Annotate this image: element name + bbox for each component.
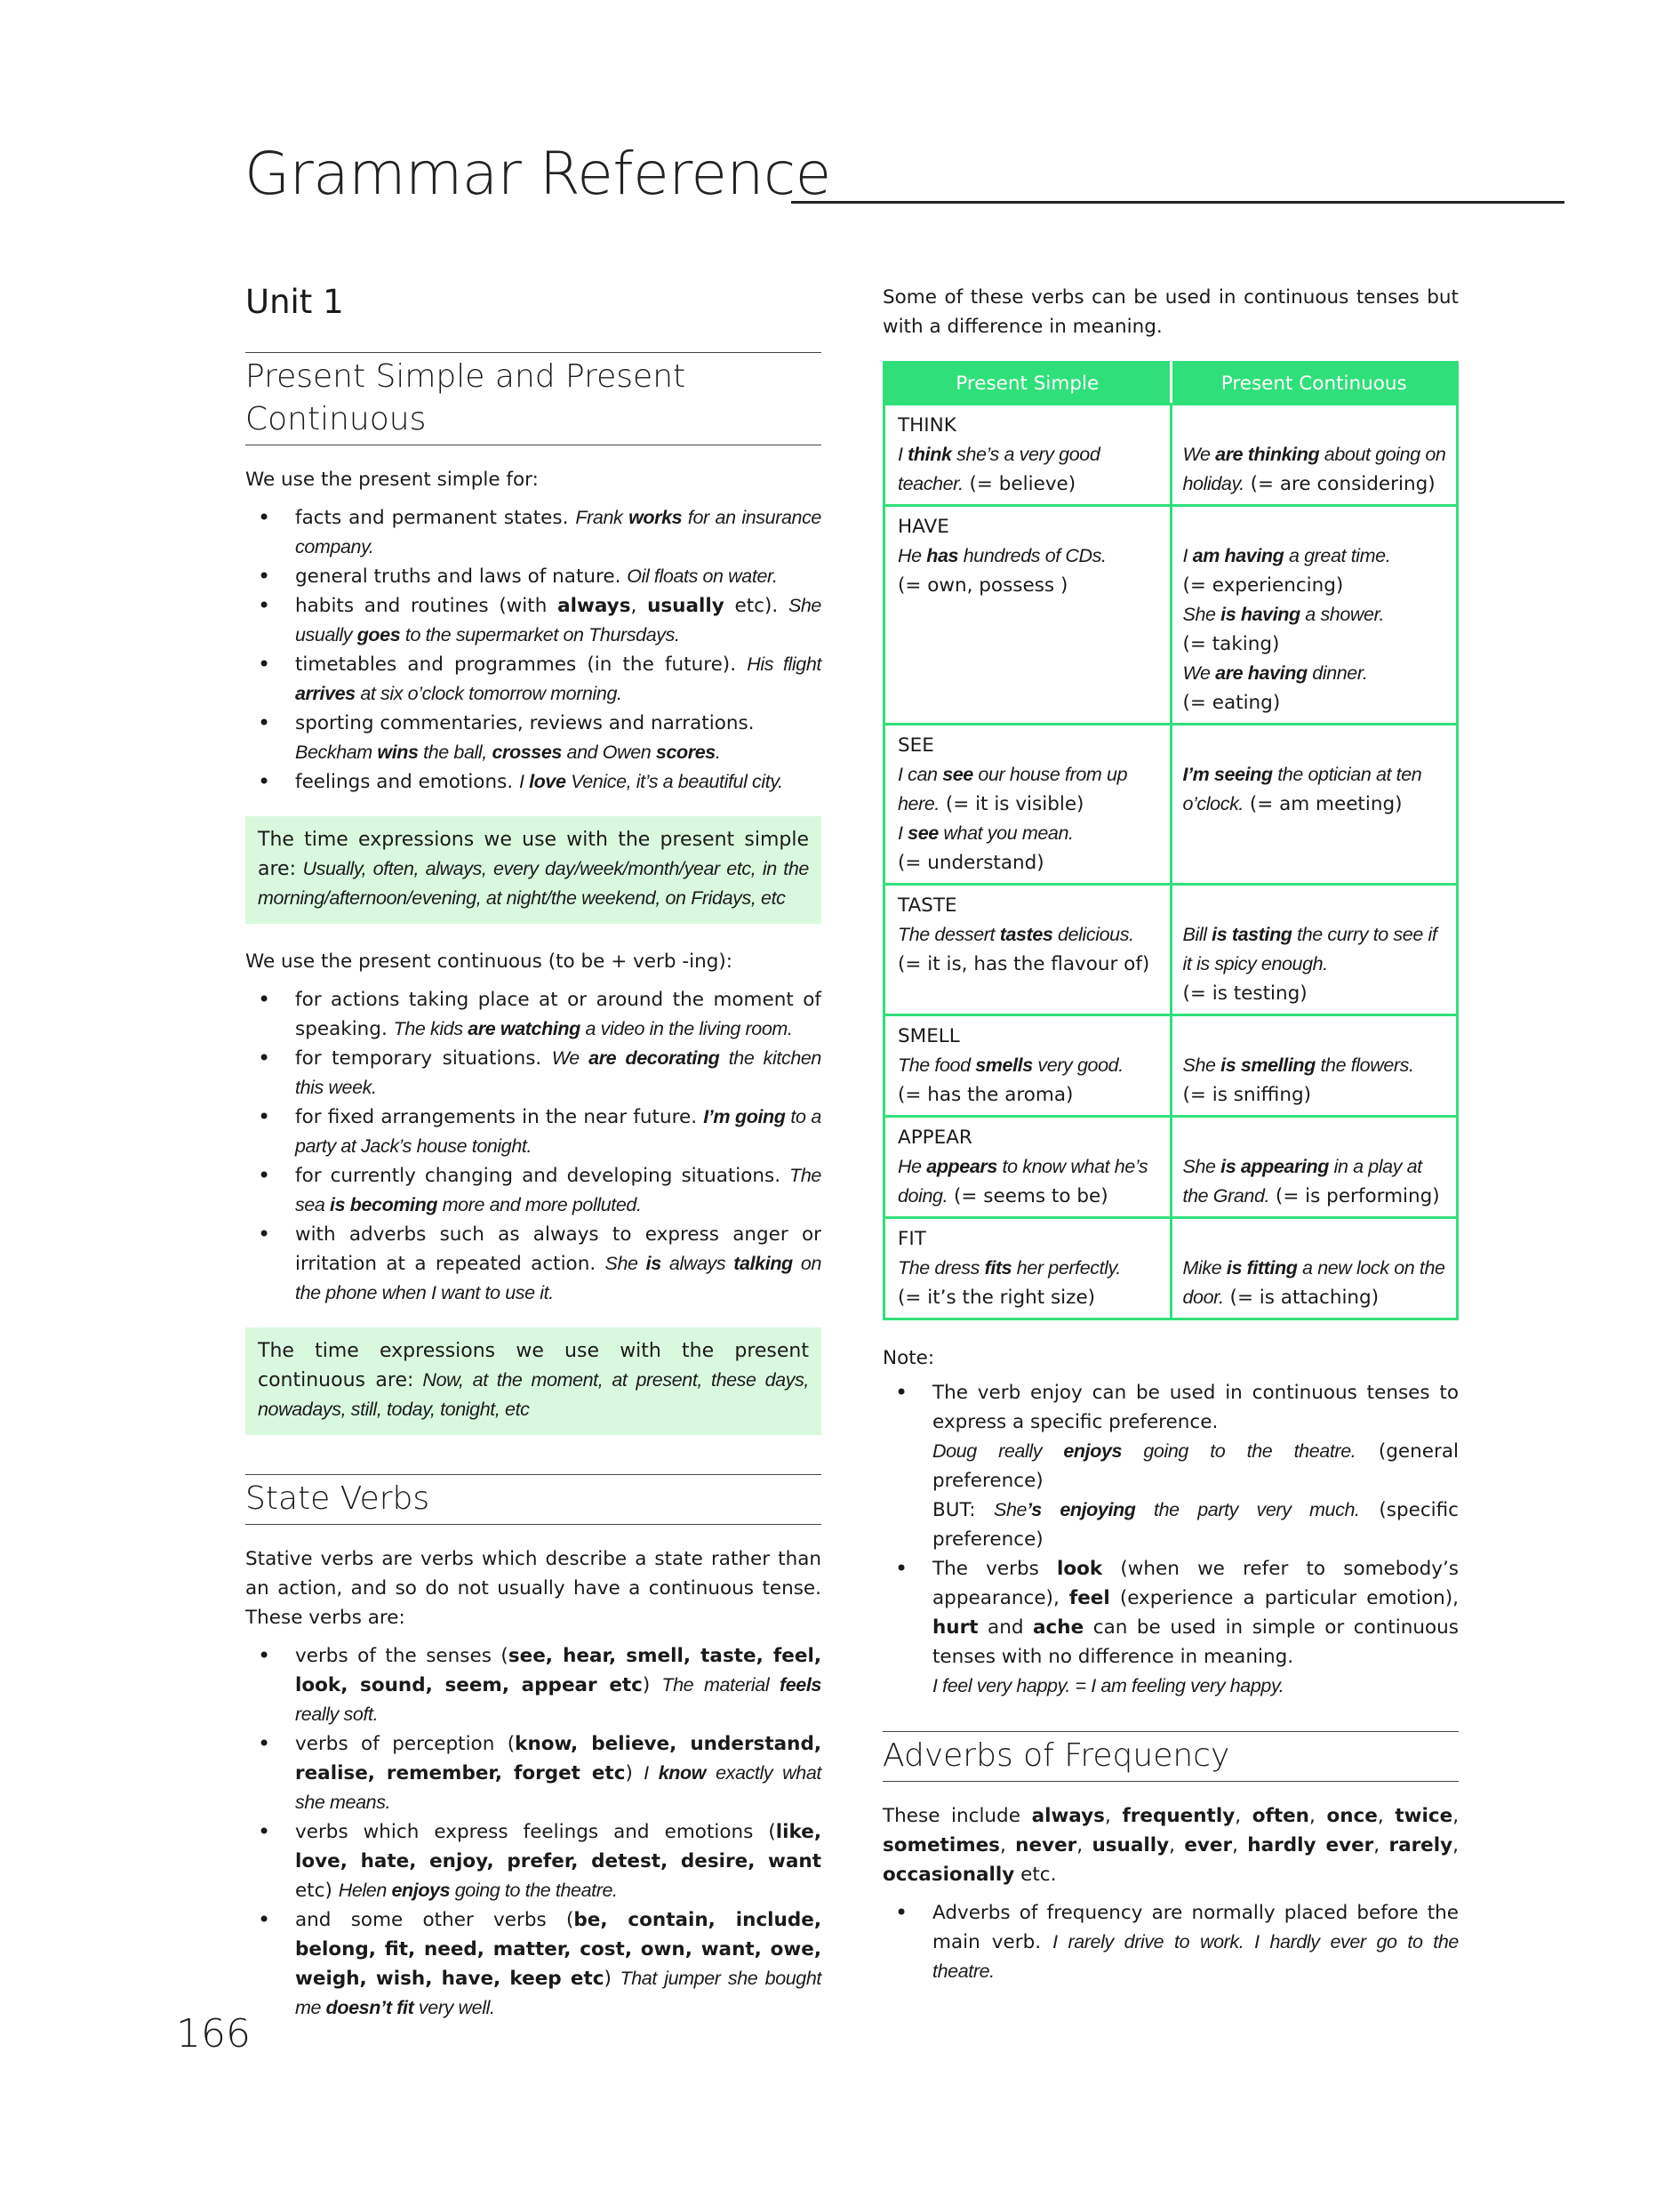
list-item: • The verb enjoy can be used in continuous tenses to express a specific preference. Doug really enjoys going to the theatre. (general preference) BUT: She’s enjoying the party very much. (specific preference) [883, 1378, 1459, 1554]
unit-heading: Unit 1 [245, 283, 344, 321]
verb-meaning-table [883, 361, 1459, 1320]
verbs-difference-intro: Some of these verbs can be used in continuous tenses but with a difference in meaning. [883, 286, 1459, 338]
table-body [884, 405, 1458, 1319]
adverbs-list [883, 1898, 1459, 1986]
list-item: • sporting commentaries, reviews and narrations. Beckham wins the ball, crosses and Owen scores. [245, 709, 821, 767]
table-row [884, 1117, 1458, 1218]
cell-present-continuous: Bill is tasting the curry to see if it is spicy enough. (= is testing) [1171, 885, 1458, 1015]
left-column [245, 283, 821, 2023]
list-item: • facts and permanent states. Frank works for an insurance company. [245, 503, 821, 562]
list-item: • verbs of the senses (see, hear, smell, taste, feel, look, sound, seem, appear etc) The material feels really soft. [245, 1641, 821, 1729]
verb-name: SMELL [898, 1025, 960, 1047]
cell-present-simple: TASTE The dessert tastes delicious. (= it is, has the flavour of) [884, 885, 1172, 1015]
list-item: • verbs which express feelings and emotions (like, love, hate, enjoy, prefer, detest, desire, want etc) Helen enjoys going to the theatre. [245, 1817, 821, 1905]
time-expressions-continuous-box: The time expressions we use with the present continuous are: Now, at the moment, at present, these days, nowadays, still, today, tonight, etc [245, 1327, 821, 1435]
list-item: • with adverbs such as always to express anger or irritation at a repeated action. She is always talking on the phone when I want to use it. [245, 1220, 821, 1308]
verb-name: HAVE [898, 516, 949, 538]
table-row [884, 506, 1458, 725]
list-item: • for actions taking place at or around the moment of speaking. The kids are watching a video in the living room. [245, 985, 821, 1044]
section-heading-present-tenses: Present Simple and Present Continuous [245, 352, 821, 445]
present-continuous-uses [245, 985, 821, 1308]
table-row [884, 405, 1458, 506]
cell-present-continuous: Mike is fitting a new lock on the door. (= is attaching) [1171, 1218, 1458, 1319]
state-verbs-intro: Stative verbs are verbs which describe a state rather than an action, and so do not usually have a continuous tense. These verbs are: [245, 1548, 821, 1629]
verb-name: TASTE [898, 894, 957, 917]
note-list [883, 1378, 1459, 1701]
cell-present-continuous: I’m seeing the optician at ten o’clock. (= am meeting) [1171, 725, 1458, 885]
verb-name: APPEAR [898, 1127, 972, 1149]
adverbs-intro: These include always, frequently, often, once, twice, sometimes, never, usually, ever, hardly ever, rarely, occasionally etc. [883, 1805, 1460, 1886]
cell-present-continuous: She is smelling the flowers. (= is sniffing) [1171, 1015, 1458, 1117]
page-title: Grammar Reference [244, 140, 831, 208]
present-continuous-lead: We use the present continuous (to be + verb -ing): [245, 950, 732, 973]
cell-present-simple: SMELL The food smells very good. (= has the aroma) [884, 1015, 1172, 1117]
list-item: • for fixed arrangements in the near future. I’m going to a party at Jack’s house tonight. [245, 1102, 821, 1161]
right-column [883, 283, 1459, 1986]
cell-present-continuous: We are thinking about going on holiday. (= are considering) [1171, 405, 1458, 506]
section-heading-state-verbs: State Verbs [245, 1474, 821, 1525]
list-item: • for temporary situations. We are decorating the kitchen this week. [245, 1044, 821, 1102]
table-row [884, 725, 1458, 885]
cell-present-simple: SEE I can see our house from up here. (= it is visible) I see what you mean. (= understand) [884, 725, 1172, 885]
table-header-present-simple: Present Simple [884, 363, 1172, 405]
list-item: • Adverbs of frequency are normally placed before the main verb. I rarely drive to work. I hardly ever go to the theatre. [883, 1898, 1459, 1986]
list-item: • general truths and laws of nature. Oil floats on water. [245, 562, 821, 591]
section-heading-adverbs: Adverbs of Frequency [883, 1731, 1459, 1782]
list-item: • and some other verbs (be, contain, include, belong, fit, need, matter, cost, own, want, owe, weigh, wish, have, keep etc) That jumper she bought me doesn’t fit very well. [245, 1905, 821, 2023]
verb-name: SEE [898, 734, 934, 757]
cell-present-simple: APPEAR He appears to know what he’s doing. (= seems to be) [884, 1117, 1172, 1218]
cell-present-simple: HAVE He has hundreds of CDs. (= own, possess ) [884, 506, 1172, 725]
verb-name: FIT [898, 1228, 926, 1250]
state-verbs-list [245, 1641, 821, 2023]
time-expressions-simple-box: The time expressions we use with the present simple are: Usually, often, always, every day/week/month/year etc, in the morning/afternoon/evening, at night/the weekend, on Fridays, etc [245, 816, 821, 924]
verb-name: THINK [898, 414, 956, 437]
page-number: 166 [176, 2011, 251, 2057]
present-simple-lead: We use the present simple for: [245, 469, 539, 491]
cell-present-simple: FIT The dress fits her perfectly. (= it’s the right size) [884, 1218, 1172, 1319]
cell-present-continuous: She is appearing in a play at the Grand. (= is performing) [1171, 1117, 1458, 1218]
list-item: • verbs of perception (know, believe, understand, realise, remember, forget etc) I know exactly what she means. [245, 1729, 821, 1817]
present-simple-uses [245, 503, 821, 797]
note-label: Note: [883, 1347, 935, 1369]
title-rule [791, 201, 1564, 204]
table-row [884, 1015, 1458, 1117]
list-item: • habits and routines (with always, usually etc). She usually goes to the supermarket on Thursdays. [245, 591, 821, 650]
table-row [884, 885, 1458, 1015]
list-item: • for currently changing and developing situations. The sea is becoming more and more polluted. [245, 1161, 821, 1220]
list-item: • The verbs look (when we refer to somebody’s appearance), feel (experience a particular emotion), hurt and ache can be used in simple or continuous tenses with no difference in meaning. I feel very happy. = I am feeling very happy. [883, 1554, 1459, 1701]
cell-present-continuous: I am having a great time. (= experiencing) She is having a shower. (= taking) We are having dinner. (= eating) [1171, 506, 1458, 725]
list-item: • feelings and emotions. I love Venice, it’s a beautiful city. [245, 767, 821, 797]
cell-present-simple: THINK I think she’s a very good teacher. (= believe) [884, 405, 1172, 506]
table-row [884, 1218, 1458, 1319]
table-header-present-continuous: Present Continuous [1171, 363, 1458, 405]
list-item: • timetables and programmes (in the future). His flight arrives at six o’clock tomorrow morning. [245, 650, 821, 709]
